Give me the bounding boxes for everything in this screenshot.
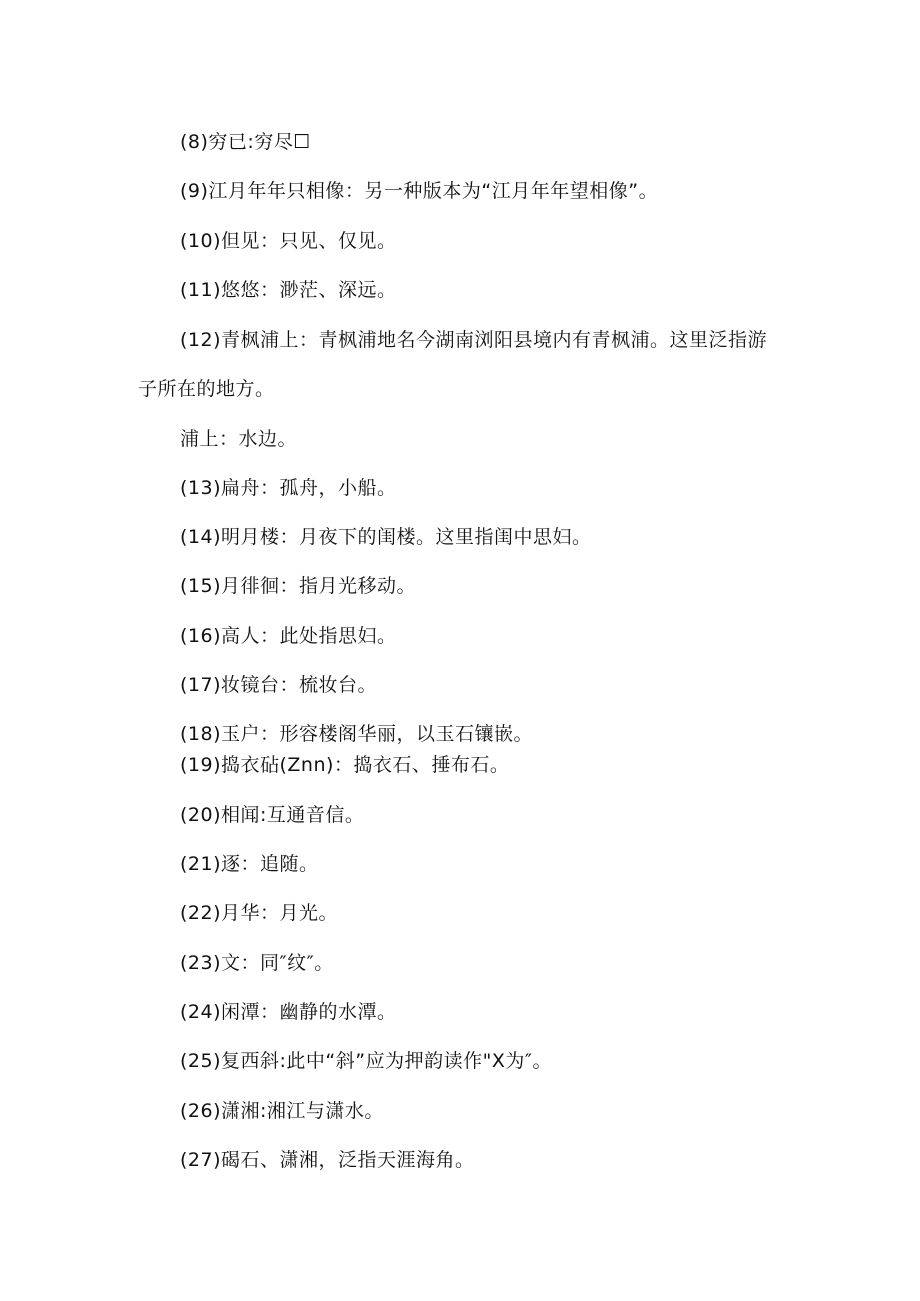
note-10: (10)但见：只见、仅见。: [180, 230, 397, 252]
note-20: (20)相闻:互通音信。: [180, 804, 365, 826]
note-26: (26)潇湘:湘江与潇水。: [180, 1100, 384, 1122]
note-12: (12)青枫浦上：青枫浦地名今湖南浏阳县境内有青枫浦。这里泛指游: [180, 329, 768, 351]
note-12-continuation: 子所在的地方。: [138, 378, 275, 400]
note-24: (24)闲潭：幽静的水潭。: [180, 1001, 397, 1023]
note-19: (19)捣衣砧(Znn)：捣衣石、捶布石。: [180, 754, 510, 776]
note-25: (25)复西斜:此中“斜”应为押韵读作"X为″。: [180, 1050, 552, 1072]
note-23: (23)文：同″纹″。: [180, 952, 334, 974]
note-21: (21)逐：追随。: [180, 853, 319, 875]
note-14: (14)明月楼：月夜下的闺楼。这里指闺中思妇。: [180, 526, 592, 548]
note-11: (11)悠悠：渺茫、深远。: [180, 279, 397, 301]
note-16: (16)高人：此处指思妇。: [180, 625, 397, 647]
note-18: (18)玉户：形容楼阁华丽，以玉石镶嵌。: [180, 723, 534, 745]
note-17: (17)妆镜台：梳妆台。: [180, 674, 378, 696]
note-15: (15)月徘徊：指月光移动。: [180, 575, 417, 597]
note-9: (9)江月年年只相像：另一种版本为“江月年年望相像”。: [180, 180, 659, 202]
note-22: (22)月华：月光。: [180, 902, 339, 924]
note-8: (8)穷已:穷尽☐: [180, 131, 311, 153]
note-13: (13)扁舟：孤舟，小船。: [180, 477, 397, 499]
note-27: (27)碣石、潇湘，泛指天涯海角。: [180, 1149, 475, 1171]
note-12-sub: 浦上：水边。: [180, 428, 298, 450]
